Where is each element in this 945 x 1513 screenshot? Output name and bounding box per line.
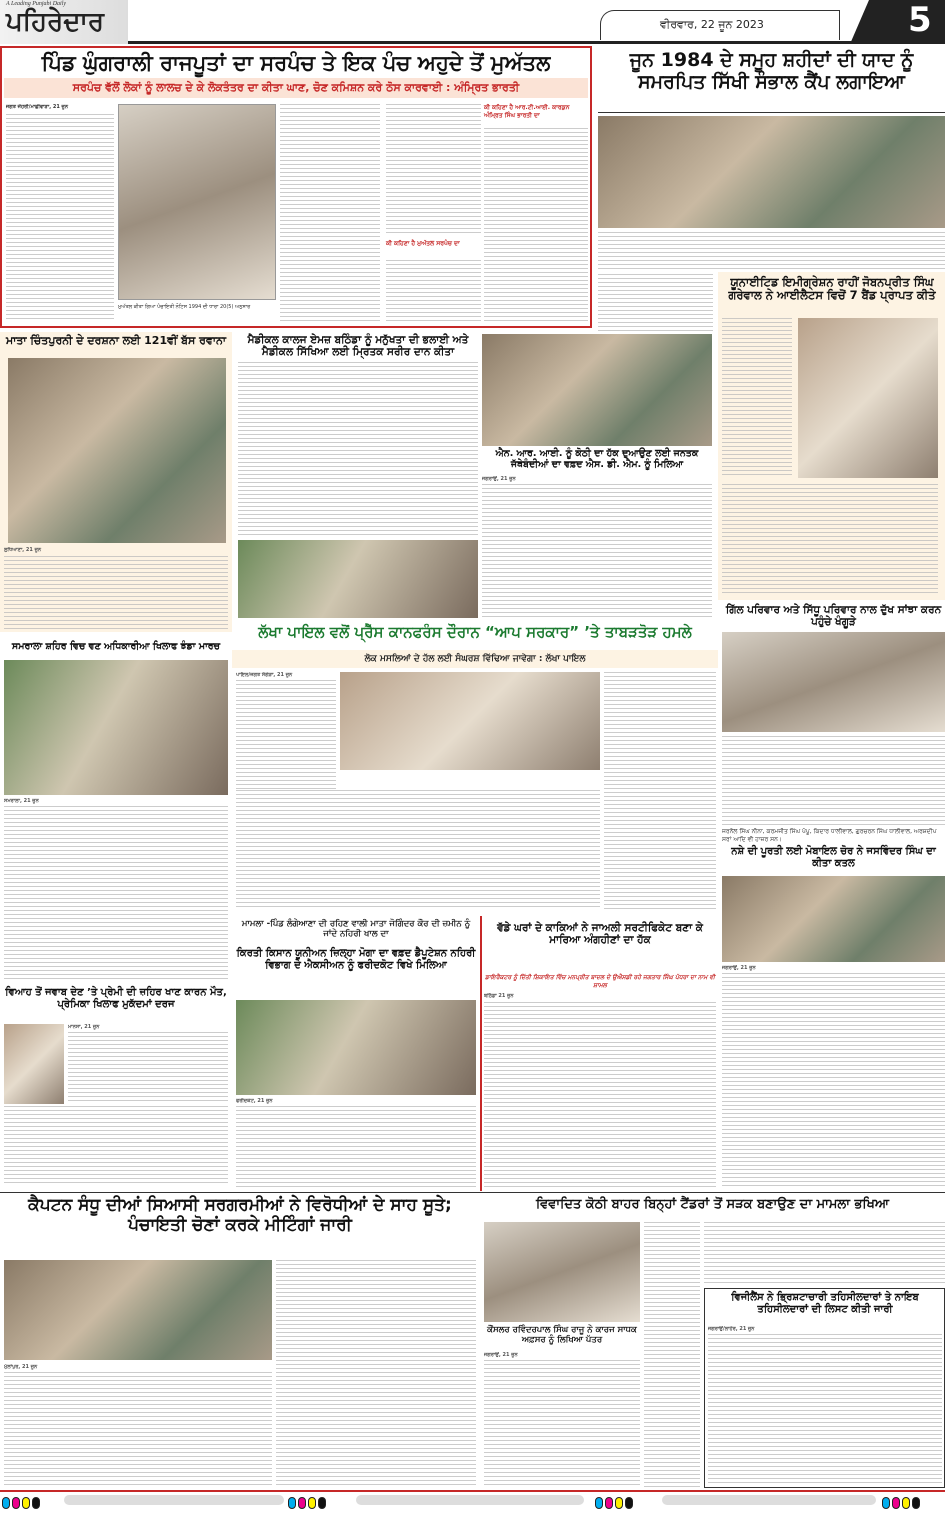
photo-police	[722, 876, 945, 962]
byline: ਮੁੱਲਾਂਪੁਰ, 21 ਜੂਨ	[4, 1364, 38, 1370]
registration-marks	[288, 1494, 328, 1513]
byline: ਪਾਇਲ/ਜਗਤ ਸੰਗੇੜਾ, 21 ਜੂਨ	[236, 672, 293, 678]
body-text	[236, 680, 336, 790]
subbox-kothi: ਕੌਂਸਲਰ ਰਵਿੰਦਰਪਾਲ ਸਿੰਘ ਰਾਜੂ ਨੇ ਕਾਰਜ ਸਾਧਕ ਅਫ਼ਸਰ ਨੂੰ ਲਿਖਿਆ ਪੱਤਰ	[487, 1325, 637, 1345]
subheadline-lakha: ਲੋਕ ਮਸਲਿਆਂ ਦੇ ਹੱਲ ਲਈ ਸੰਘਰਸ਼ ਵਿੱਢਿਆ ਜਾਵੇਗਾ : ਲੱਖਾ ਪਾਇਲ	[232, 650, 718, 668]
newspaper-logo: ਪਹਿਰੇਦਾਰ	[6, 7, 104, 37]
black-mark-icon	[625, 1497, 633, 1509]
body-text	[722, 318, 792, 478]
byline: ਮਾਨਸਾ, 21 ਜੂਨ	[68, 1024, 100, 1030]
headline-marriage: ਵਿਆਹ ਤੋਂ ਜਵਾਬ ਦੇਣ ’ਤੇ ਪ੍ਰੇਮੀ ਦੀ ਜ਼ਹਿਰ ਖਾਣ ਕਾਰਨ ਮੌਤ, ਪ੍ਰੇਮਿਕਾ ਖਿਲਾਫ ਮੁਕੱਦਮਾਂ ਦਰਜ	[5, 987, 227, 1010]
body-text	[276, 1260, 476, 1487]
byline: ਫਰੀਦਕੋਟ, 21 ਜੂਨ	[236, 1098, 273, 1104]
byline: ਜਗਰਾਉਂ, 21 ਜੂਨ	[722, 965, 756, 971]
body-text	[4, 1106, 228, 1186]
issue-date: ਵੀਰਵਾਰ, 22 ਜੂਨ 2023	[660, 18, 764, 31]
headline-sandhu: ਕੈਪਟਨ ਸੰਧੂ ਦੀਆਂ ਸਿਆਸੀ ਸਰਗਰਮੀਆਂ ਨੇ ਵਿਰੋਧੀਆਂ ਦੇ ਸਾਹ ਸੂਤੇ; ਪੰਚਾਇਤੀ ਚੋਣਾਂ ਕਰਕੇ ਮੀਟਿੰਗਾਂ ਜਾਰੀ	[28, 1195, 452, 1235]
body-text	[238, 362, 478, 537]
body-text	[722, 973, 945, 1188]
photo-condolence	[722, 632, 945, 732]
cyan-mark-icon	[882, 1497, 890, 1509]
headline-june1984: ਜੂਨ 1984 ਦੇ ਸਮੂਹ ਸ਼ਹੀਦਾਂ ਦੀ ਯਾਦ ਨੂੰ ਸਮਰਪਿਤ ਸਿੱਖੀ ਸੰਭਾਲ ਕੈਂਪ ਲਗਾਇਆ	[629, 49, 914, 93]
cyan-mark-icon	[595, 1497, 603, 1509]
photo-deceased	[4, 1024, 64, 1104]
registration-marks	[595, 1494, 635, 1513]
body-text	[280, 104, 380, 322]
headline: ਪਿੰਡ ਘੁੰਗਰਾਲੀ ਰਾਜਪੂਤਾਂ ਦਾ ਸਰਪੰਚ ਤੇ ਇਕ ਪੰਚ ਅਹੁਦੇ ਤੋਂ ਮੁਅੱਤਲ	[41, 51, 551, 75]
photo-road	[484, 1222, 640, 1322]
body-text	[4, 806, 228, 982]
body-text	[482, 484, 712, 619]
body-text	[484, 1002, 716, 1188]
subheadline-certificate: ਡਾਇਰੈਕਟਰ ਨੂੰ ਦਿੱਤੀ ਸ਼ਿਕਾਇਤ ਵਿੱਚ ਮਨਪ੍ਰੀਤ ਬਾਦਲ ਦੇ ਉਐਸਡੀ ਰਹੇ ਜਗਤਾਰ ਸਿੰਘ ਪੱਧਰਾ ਦਾ ਨਾਮ ਵੀ ਸ਼ਾਮਲ	[484, 974, 715, 989]
body-text	[4, 1372, 272, 1487]
body-text	[68, 1032, 228, 1104]
headline-bus: ਮਾਤਾ ਚਿੰਤਪੁਰਨੀ ਦੇ ਦਰਸ਼ਨਾ ਲਈ 121ਵੀਂ ਬੱਸ ਰਵਾਨਾ	[5, 334, 227, 347]
body-text	[4, 556, 228, 630]
print-registration-footer	[0, 1490, 945, 1507]
yellow-mark-icon	[22, 1497, 30, 1509]
body-text	[598, 232, 945, 272]
body-text	[722, 484, 938, 594]
registration-marks	[882, 1494, 922, 1513]
headline-vigilance: ਵਿਜੀਲੈਂਸ ਨੇ ਭ੍ਰਿਸ਼ਟਾਚਾਰੀ ਤਹਿਸੀਲਦਾਰਾਂ ਤੇ ਨਾਇਬ ਤਹਿਸੀਲਦਾਰਾਂ ਦੀ ਲਿਸਟ ਕੀਤੀ ਜਾਰੀ	[731, 1292, 919, 1315]
photo-camp	[598, 116, 945, 228]
byline: ਜਗਰਾਉਂ, 21 ਜੂਨ	[484, 1352, 518, 1358]
body-text	[484, 128, 588, 322]
side-heading: ਕੀ ਕਹਿਣਾ ਹੈ ਮੁਅੱਤਲ ਸਰਪੰਚ ਦਾ	[386, 240, 481, 248]
cyan-mark-icon	[2, 1497, 10, 1509]
body-text	[236, 1106, 476, 1188]
headline-certificate: ਵੱਡੇ ਘਰਾਂ ਦੇ ਕਾਕਿਆਂ ਨੇ ਜਾਅਲੀ ਸਰਟੀਫਿਕੇਟ ਬਣਾ ਕੇ ਮਾਰਿਆ ਅੰਗਹੀਣਾਂ ਦਾ ਹੱਕ	[497, 922, 703, 947]
black-mark-icon	[32, 1497, 40, 1509]
page-number: 5	[908, 0, 932, 40]
byline: ਸਮਰਾਲਾ, 21 ਜੂਨ	[4, 798, 39, 804]
headline-nri: ਐਨ. ਆਰ. ਆਈ. ਨੂੰ ਕੋਠੀ ਦਾ ਹੱਕ ਦੁਆਉਣ ਲਈ ਜਨਤਕ ਜੱਥੇਬੰਦੀਆਂ ਦਾ ਵਫ਼ਦ ਐਸ. ਡੀ. ਐਮ. ਨੂੰ ਮਿਲਿਆ	[495, 448, 699, 470]
document-image	[118, 104, 276, 300]
tagline: A Leading Punjabi Daily	[6, 1, 67, 7]
photo-bus	[8, 358, 226, 543]
previous-article-tail: ਜਰਨੈਲ ਸਿੰਘ ਨੀਨਾ, ਕਰਮਜੀਤ ਸਿੰਘ ਪੱਪੂ, ਕਿਦਾਰ ਧਾਲੀਵਾਲ, ਗੁਰਚਰਨ ਸਿੰਘ ਧਾਲੀਵਾਲ, ਅਰਸ਼ਦੀਪ ਸਰਾਂ ਆਦਿ ਵੀ ਹਾਜ਼ਰ ਸਨ।	[722, 828, 937, 843]
headline-lakha: ਲੱਖਾ ਪਾਇਲ ਵਲੋਂ ਪ੍ਰੈੱਸ ਕਾਨਫਰੰਸ ਦੌਰਾਨ “ਆਪ ਸਰਕਾਰ” ’ਤੇ ਤਾਬੜਤੋੜ ਹਮਲੇ	[258, 623, 692, 641]
footer-bar	[662, 1495, 876, 1505]
headline-ielts: ਯੂਨਾਈਟਿਡ ਇਮੀਗ੍ਰੇਸ਼ਨ ਰਾਹੀਂ ਜੋਬਨਪ੍ਰੀਤ ਸਿੰਘ ਗਰੇਵਾਲ ਨੇ ਆਈਲੈਟਸ ਵਿਚੋਂ 7 ਬੈਂਡ ਪ੍ਰਾਪਤ ਕੀਤੇ	[728, 275, 936, 303]
body-text	[236, 790, 600, 910]
divider	[0, 1192, 945, 1193]
magenta-mark-icon	[892, 1497, 900, 1509]
headline-kisan: ਕਿਰਤੀ ਕਿਸਾਨ ਯੂਨੀਅਨ ਜ਼ਿਲ੍ਹਾ ਮੋਗਾ ਦਾ ਵਫ਼ਦ ਡੈਪੂਟੇਸ਼ਨ ਨਹਿਰੀ ਵਿਭਾਗ ਦੇ ਐਕਸੀਅਨ ਨੂੰ ਫਰੀਦਕੋਟ ਵਿਖੇ ਮਿਲਿਆ	[236, 948, 476, 971]
byline: ਜਗਰਾਉਂ, 21 ਜੂਨ	[482, 476, 516, 482]
subheadline: ਸਰਪੰਚ ਵੱਲੋਂ ਲੋਕਾਂ ਨੂੰ ਲਾਲਚ ਦੇ ਕੇ ਲੋਕਤੰਤਰ ਦਾ ਕੀਤਾ ਘਾਣ, ਚੋਣ ਕਮਿਸ਼ਨ ਕਰੇ ਠੋਸ ਕਾਰਵਾਈ : ਅੰਮ੍ਰਿਤ ਭਾਰਤੀ	[4, 78, 588, 98]
photo-medical	[238, 540, 478, 618]
image-caption: ਮੁਅੱਤਲ ਕੀਤਾ ਗਿਆ ਪੰਚਾਇਤੀ ਨੋਟਿਸ 1994 ਦੀ ਧਾਰਾ 20(5) ਅਨੁਸਾਰ	[118, 304, 251, 310]
photo-student	[798, 318, 938, 478]
body-text	[598, 274, 713, 332]
black-mark-icon	[318, 1497, 326, 1509]
headline-gill: ਗਿੱਲ ਪਰਿਵਾਰ ਅਤੇ ਸਿੱਧੂ ਪਰਿਵਾਰ ਨਾਲ ਦੁੱਖ ਸਾਂਝਾ ਕਰਨ ਪਹੁੰਚੇ ਖੰਗੂੜੇ	[725, 604, 942, 629]
body-text	[386, 104, 481, 236]
magenta-mark-icon	[298, 1497, 306, 1509]
photo-march	[4, 660, 228, 795]
headline-samrala: ਸਮਰਾਲਾ ਸ਼ਹਿਰ ਵਿਚ ਵਣ ਅਧਿਕਾਰੀਆ ਖਿਲਾਫ ਝੰਡਾ ਮਾਰਚ	[11, 641, 221, 652]
byline: ਲੁਧਿਆਣਾ, 21 ਜੂਨ	[4, 547, 41, 553]
black-mark-icon	[912, 1497, 920, 1509]
divider	[598, 112, 945, 113]
headline-medical: ਮੈਡੀਕਲ ਕਾਲਜ ਏਮਜ਼ ਬਠਿੰਡਾ ਨੂੰ ਮਨੁੱਖਤਾ ਦੀ ਭਲਾਈ ਅਤੇ ਮੈਡੀਕਲ ਸਿੱਖਿਆ ਲਈ ਮ੍ਰਿਤਕ ਸਰੀਰ ਦਾਨ ਕੀਤਾ	[247, 334, 469, 359]
body-text	[484, 1360, 640, 1488]
yellow-mark-icon	[615, 1497, 623, 1509]
headline-mobile: ਨਸ਼ੇ ਦੀ ਪੂਰਤੀ ਲਈ ਮੋਬਾਇਲ ਚੋਰ ਨੇ ਜਸਵਿੰਦਰ ਸਿੰਘ ਦਾ ਕੀਤਾ ਕਤਲ	[731, 846, 936, 869]
body-text	[386, 260, 481, 322]
footer-bar	[64, 1495, 284, 1505]
body-text	[604, 672, 716, 912]
yellow-mark-icon	[902, 1497, 910, 1509]
body-text	[704, 1222, 945, 1284]
body-text	[644, 1222, 700, 1488]
byline: ਬਠਿੰਡਾ 21 ਜੂਨ	[484, 993, 514, 999]
footer-bar	[356, 1495, 584, 1505]
side-heading: ਕੀ ਕਹਿਣਾ ਹੈ ਆਰ.ਟੀ.ਆਈ. ਕਾਰਕੁਨ ਅੰਮ੍ਰਿਤ ਸਿੰਘ ਭਾਰਤੀ ਦਾ	[484, 104, 570, 119]
photo-nri	[482, 334, 712, 446]
body-text	[6, 114, 114, 322]
byline: ਜਗਤ ਜੌਹਰੀ/ਮਾਛੀਵਾੜਾ, 21 ਜੂਨ	[6, 104, 68, 110]
body-text	[708, 1334, 942, 1484]
magenta-mark-icon	[605, 1497, 613, 1509]
yellow-mark-icon	[308, 1497, 316, 1509]
byline: ਜਗਰਾਉਂ/ਲਾਹੌਰ, 21 ਜੂਨ	[708, 1326, 755, 1332]
body-text	[722, 736, 945, 826]
photo-kisan	[236, 1000, 476, 1095]
registration-marks	[2, 1494, 42, 1513]
cyan-mark-icon	[288, 1497, 296, 1509]
article-sarpanch	[0, 46, 592, 328]
magenta-mark-icon	[12, 1497, 20, 1509]
kicker-kisan: ਮਾਮਲਾ -ਪਿੰਡ ਲੰਗੇਆਣਾ ਦੀ ਰਹਿਣ ਵਾਲੀ ਮਾਤਾ ਜੋਗਿੰਦਰ ਕੌਰ ਦੀ ਜ਼ਮੀਨ ਨੂੰ ਜਾਂਦੇ ਨਹਿਰੀ ਖਾਲ ਦਾ	[241, 919, 471, 939]
headline-kothi: ਵਿਵਾਦਿਤ ਕੋਠੀ ਬਾਹਰ ਬਿਨ੍ਹਾਂ ਟੈਂਡਰਾਂ ਤੋਂ ਸੜਕ ਬਣਾਉਣ ਦਾ ਮਾਮਲਾ ਭਖਿਆ	[535, 1197, 890, 1212]
photo-press-conference	[340, 672, 600, 770]
photo-sandhu	[4, 1260, 272, 1360]
